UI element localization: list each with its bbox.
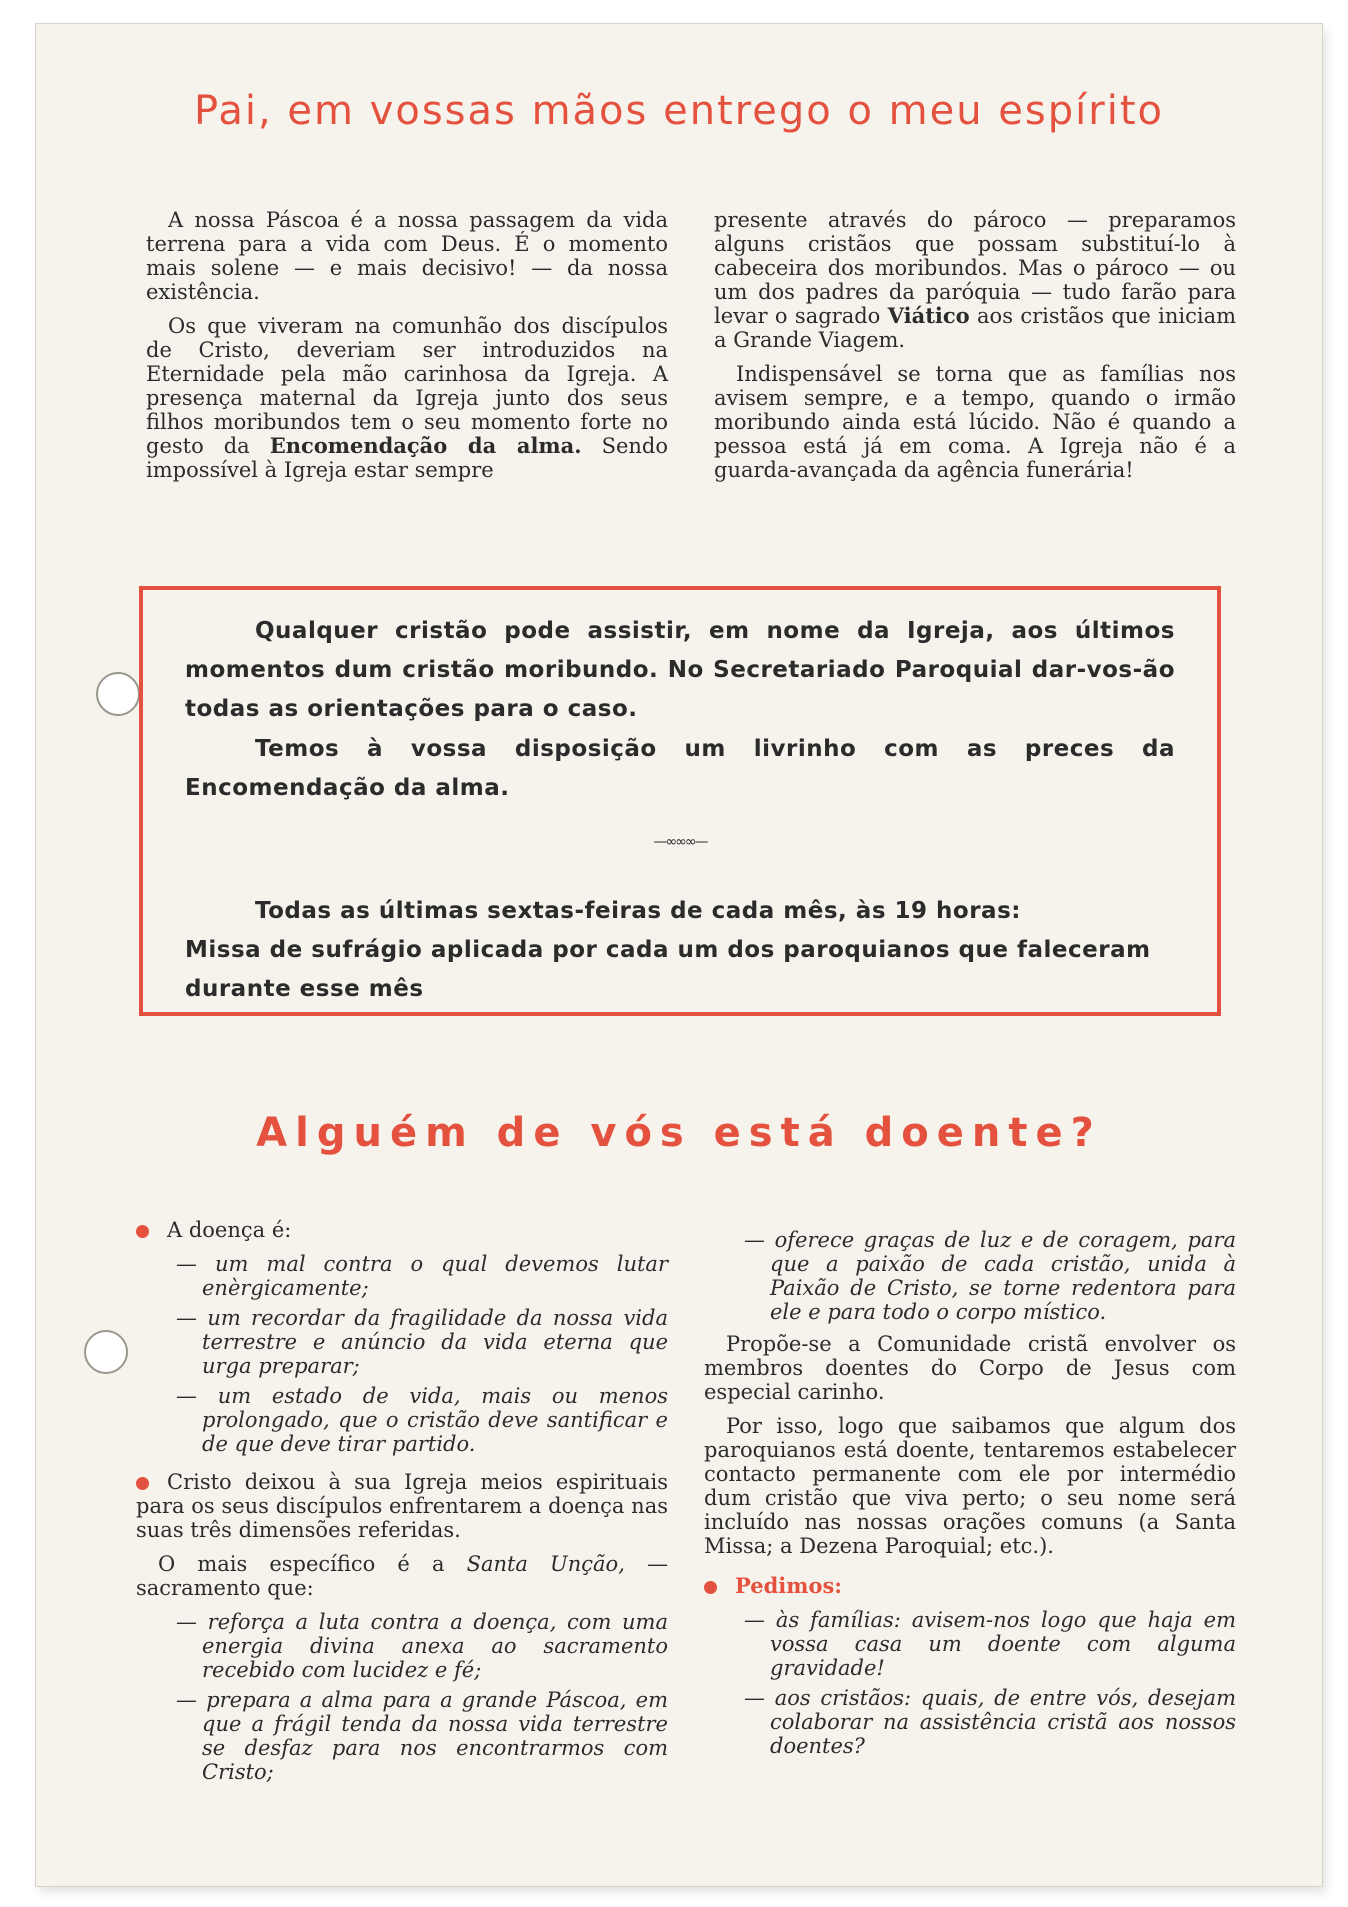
sacrament-item-text: reforça a luta contra a doença, com uma energia divina anexa ao sacramento recebido com lucidez e fé; (202, 1610, 668, 1682)
sacrament-item-text: prepara a alma para a grande Páscoa, em que a frágil tenda da nossa vida terrestre se desfaz para nos encontrarmos com Cristo; (202, 1688, 668, 1784)
intro-paragraph-3 (714, 208, 1236, 352)
intro-paragraph-1: A nossa Páscoa é a nossa passagem da vida terrena para a vida com Deus. É o momento mais solene — e mais decisivo! — da nossa existência. (146, 208, 668, 304)
section-title: Alguém de vós está doente? (256, 1110, 1102, 1156)
punch-hole-top (96, 672, 140, 716)
request-item-text: às famílias: avisem-nos logo que haja em vossa casa um doente com alguma gravidade! (770, 1608, 1236, 1680)
sacrament-item: — oferece graças de luz e de coragem, para que a paixão de cada cristão, unida à Paixão de Cristo, se torne redentora para ele e para todo o corpo místico. (744, 1228, 1237, 1324)
illness-item: — um recordar da fragilidade da nossa vida terrestre e anúncio da vida eterna que urga preparar; (176, 1306, 668, 1378)
sacrament-list (136, 1610, 668, 1784)
santa-uncao-emphasis: Santa Unção, (466, 1552, 625, 1576)
uncao-text: O mais específico é a (158, 1552, 467, 1576)
community-paragraph: Propõe-se a Comunidade cristã envolver os membros doentes do Corpo de Jesus com especial carinho. (704, 1332, 1236, 1404)
illness-item-text: um estado de vida, mais ou menos prolongado, que o cristão deve santificar e de que deve tirar partido. (202, 1384, 668, 1456)
pedimos-heading (704, 1574, 1236, 1598)
illness-item: — um mal contra o qual devemos lutar enèrgicamente; (176, 1252, 668, 1300)
requests-list (704, 1608, 1236, 1758)
illness-right-column (704, 1228, 1236, 1764)
ornament-divider: —∞∞∞— (653, 834, 707, 850)
intro-right-column (714, 208, 1236, 492)
red-bullet-icon (136, 1477, 149, 1490)
sacrament-item-text: oferece graças de luz e de coragem, para que a paixão de cada cristão, unida à Paixão de Cristo, se torne redentora para ele e para todo o corpo místico. (770, 1228, 1237, 1324)
illness-list (136, 1252, 668, 1456)
bullet-christ (136, 1470, 668, 1542)
illness-left-column (136, 1218, 668, 1790)
bullet-christ-text: Cristo deixou à sua Igreja meios espirituais para os seus discípulos enfrentarem a doença nas suas três dimensões referidas. (136, 1470, 668, 1542)
pedimos-label: Pedimos: (735, 1573, 843, 1598)
sacrament-item: — reforça a luta contra a doença, com uma energia divina anexa ao sacramento recebido com lucidez e fé; (176, 1610, 668, 1682)
box-mass-description: Missa de sufrágio aplicada por cada um dos paroquianos que faleceram durante esse mês (185, 937, 1151, 1002)
request-item-text: aos cristãos: quais, de entre vós, desejam colaborar na assistência cristã aos nossos doentes? (770, 1686, 1236, 1758)
request-item: — aos cristãos: quais, de entre vós, desejam colaborar na assistência cristã aos nossos doentes? (744, 1686, 1236, 1758)
illness-item-text: um recordar da fragilidade da nossa vida terrestre e anúncio da vida eterna que urga preparar; (202, 1306, 668, 1378)
red-bullet-icon (704, 1581, 717, 1594)
encomendacao-emphasis: Encomendação da alma. (269, 433, 582, 458)
uncao-tail: — sacramento que: (136, 1552, 668, 1600)
intro-p3-tail: aos cristãos que iniciam a Grande Viagem. (714, 304, 1236, 352)
page-title: Pai, em vossas mãos entrego o meu espírito (194, 88, 1164, 134)
viatico-emphasis: Viático (887, 303, 970, 328)
contact-paragraph: Por isso, logo que saibamos que algum dos paroquianos está doente, tentaremos estabelecer contacto permanente com ele por intermédio dum cristão que viva perto; o seu nome será incluído nas nossas orações comuns (a Santa Missa; a Dezena Paroquial; etc.). (704, 1414, 1236, 1558)
leaflet-page (36, 24, 1322, 1886)
intro-p2-tail: Sendo impossível à Igreja estar sempre (146, 434, 668, 482)
sacrament-list-continued (704, 1228, 1236, 1324)
intro-p2-text: Os que viveram na comunhão dos discípulos de Cristo, deveriam ser introduzidos na Eternidade pela mão carinhosa da Igreja. A presença maternal da Igreja junto dos seus filhos moribundos tem o seu momento forte no gesto da (146, 314, 668, 458)
intro-p3-text: presente através do pároco — preparamos alguns cristãos que possam substituí-lo à cabeceira dos moribundos. Mas o pároco — ou um dos padres da paróquia — tudo farão para levar o sagrado (714, 208, 1236, 328)
bullet-illness-text: A doença é: (167, 1218, 292, 1242)
punch-hole-bottom (84, 1330, 128, 1374)
intro-left-column (146, 208, 668, 492)
red-bullet-icon (136, 1225, 149, 1238)
intro-paragraph-2 (146, 314, 668, 482)
santa-uncao-paragraph (136, 1552, 668, 1600)
bullet-illness (136, 1218, 668, 1242)
sacrament-item: — prepara a alma para a grande Páscoa, em que a frágil tenda da nossa vida terrestre se desfaz para nos encontrarmos com Cristo; (176, 1688, 668, 1784)
box-paragraph-2: Temos à vossa disposição um livrinho com as preces da Encomendação da alma. (185, 736, 1175, 801)
illness-item-text: um mal contra o qual devemos lutar enèrgicamente; (202, 1252, 668, 1300)
box-mass-schedule: Todas as últimas sextas-feiras de cada mês, às 19 horas: (255, 898, 1021, 924)
notice-box (139, 586, 1221, 1016)
request-item: — às famílias: avisem-nos logo que haja em vossa casa um doente com alguma gravidade! (744, 1608, 1236, 1680)
box-paragraph-1: Qualquer cristão pode assistir, em nome da Igreja, aos últimos momentos dum cristão moribundo. No Secretariado Paroquial dar-vos-ão todas as orientações para o caso. (185, 618, 1175, 722)
illness-item: — um estado de vida, mais ou menos prolongado, que o cristão deve santificar e de que deve tirar partido. (176, 1384, 668, 1456)
intro-paragraph-4: Indispensável se torna que as famílias nos avisem sempre, e a tempo, quando o irmão moribundo ainda está lúcido. Não é quando a pessoa está já em coma. A Igreja não é a guarda-avançada da agência funerária! (714, 362, 1236, 482)
